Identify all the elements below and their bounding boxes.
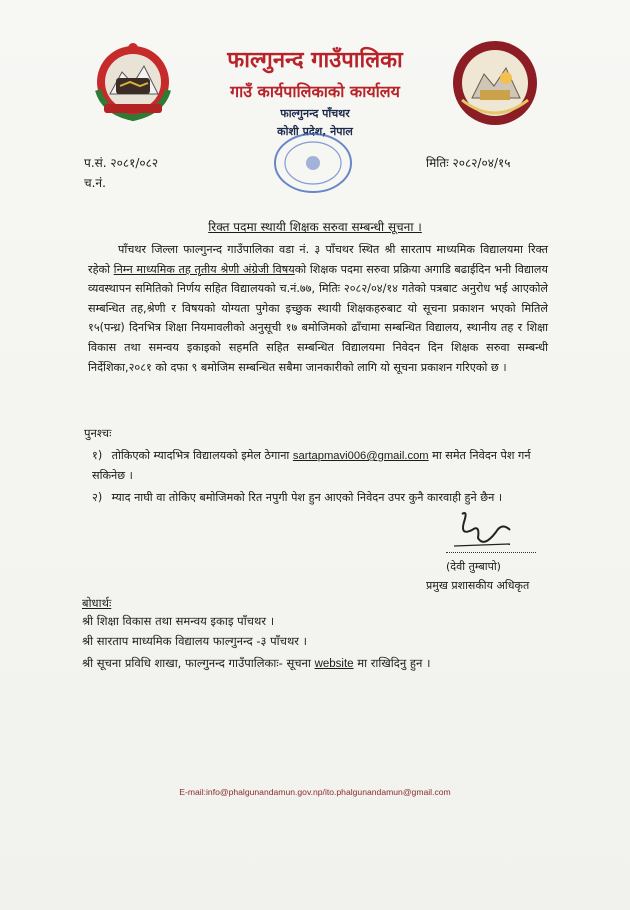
address-line-2: कोशी प्रदेश, नेपाल <box>277 125 353 138</box>
office-subtitle: गाउँ कार्यपालिकाको कार्यालय <box>230 82 400 101</box>
notice-subject: रिक्त पदमा स्थायी शिक्षक सरुवा सम्बन्धी सूचना । <box>208 220 422 234</box>
note-item-1 <box>92 446 547 486</box>
note-item-2 <box>92 488 547 508</box>
signatory-name: (देवी तुम्बापो) <box>446 560 501 573</box>
body-text-2: को शिक्षक पदमा सरुवा प्रक्रिया अगाडि बढाईदिन भनी विद्यालय व्यवस्थापन समितिको निर्णय सहित विद्यालयको च.नं.७७, मितिः २०८२/०४/१४ गतेको पत्रबाट अनुरोध भई आएकोले सम्बन्धित तह,श्रेणी र विषयको योग्यता पुगेका इच्छुक स्थायी शिक्षकहरुबाट यो सूचना प्रकाशन भएको मितिले १५(पन्ध्र) दिनभित्र शिक्षा नियमावलीको अनुसूची १७ बमोजिमको ढाँचामा सम्बन्धित विद्यालय, स्थानीय तह र शिक्षा विकास तथा समन्वय इकाइको सहमति सहित सम्बन्धित विद्यालयमा निवेदन दिन शिक्षक सरुवा सम्बन्धी निर्देशिका,२०८१ को दफा ९ बमोजिम सम्बन्धित सबैमा जानकारीको लागि यो सूचना प्रकाशन गरिएको छ । <box>88 262 548 374</box>
cc-text: श्री सूचना प्रविधि शाखा, फाल्गुनन्द गाउँपालिकाः- सूचना <box>82 656 315 670</box>
body-underlined: निम्न माध्यमिक तह तृतीय श्रेणी अंग्रेजी विषय <box>113 262 295 276</box>
cc-heading: बोधार्थः <box>82 596 112 610</box>
official-stamp <box>272 132 354 194</box>
website-link[interactable]: website <box>314 658 354 670</box>
cc-item: श्री शिक्षा विकास तथा समन्वय इकाइ पाँचथर । <box>82 614 275 628</box>
note-item-text: म्याद नाघी वा तोकिए बमोजिमको रित नपुगी पेश हुन आएको निवेदन उपर कुनै कारवाही हुने छैन । <box>111 491 503 504</box>
notice-body <box>88 240 548 377</box>
notice-date: मितिः २०८२/०४/१५ <box>426 156 511 170</box>
school-email-link[interactable]: sartapmavi006@gmail.com <box>292 450 429 462</box>
handwritten-signature <box>444 508 524 556</box>
cc-item-website <box>82 656 430 671</box>
address-line-1: फाल्गुनन्द पाँचथर <box>280 107 350 120</box>
note-item-text: मा समेत निवेदन पेश गर्न सकिनेछ । <box>92 449 531 482</box>
footer-email[interactable]: E-mail:info@phalgunandamun.gov.np/ito.phalgunandamun@gmail.com <box>179 787 451 797</box>
signatory-post: प्रमुख प्रशासकीय अधिकृत <box>426 579 530 592</box>
note-item-num: २) <box>92 491 103 504</box>
note-item-num: १) <box>92 449 103 462</box>
note-item-text: तोकिएको म्यादभित्र विद्यालयको इमेल ठेगाना <box>111 449 293 462</box>
body-text-1: पाँचथर जिल्ला फाल्गुनन्द गाउँपालिका वडा नं. ३ पाँचथर स्थित श्री सारताप माध्यमिक विद्यालयमा रिक्त रहेको <box>88 243 548 276</box>
cc-text: मा राखिदिनु हुन । <box>353 656 431 670</box>
signature-line <box>446 552 536 553</box>
cc-item: श्री सारताप माध्यमिक विद्यालय फाल्गुनन्द -३ पाँचथर । <box>82 634 308 648</box>
office-name: फाल्गुनन्द गाउँपालिका <box>227 48 403 73</box>
reference-number: प.सं. २०८१/०८२ <box>84 156 159 170</box>
dispatch-number: च.नं. <box>84 176 106 190</box>
note-heading: पुनश्चः <box>84 426 112 440</box>
